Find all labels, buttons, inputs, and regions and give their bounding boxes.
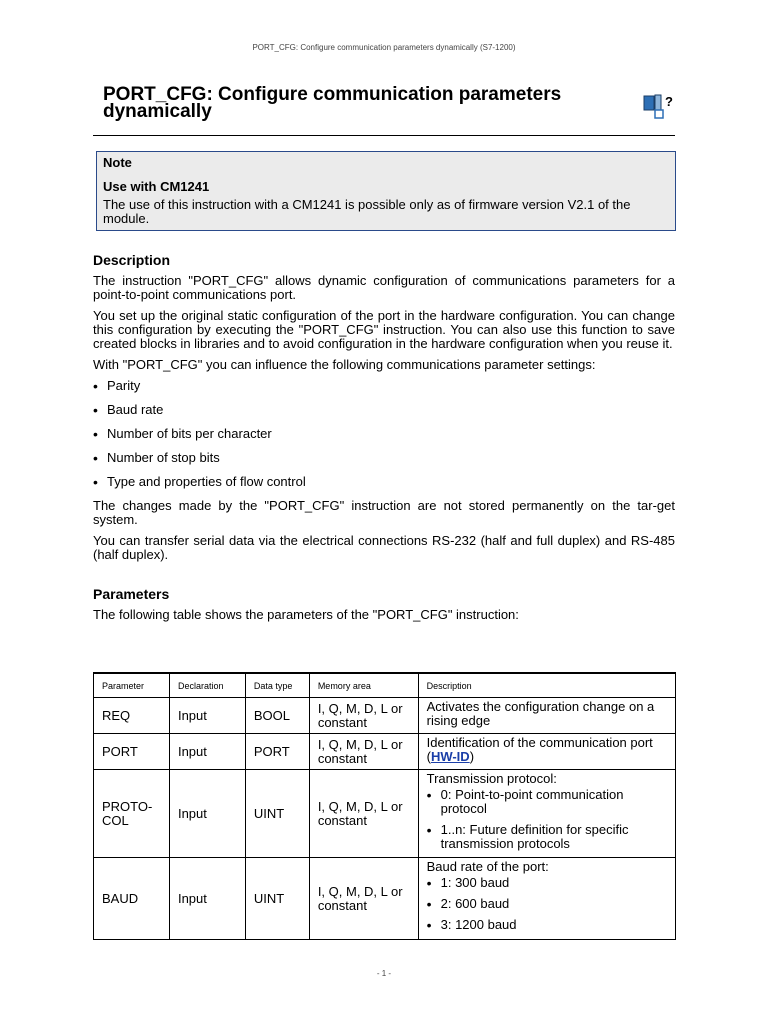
desc-list <box>427 876 667 932</box>
list-item: • 1: 300 baud <box>427 876 667 890</box>
param-description <box>418 858 675 940</box>
table-row <box>94 698 676 734</box>
param-datatype: UINT <box>245 770 309 858</box>
param-declaration: Input <box>169 770 245 858</box>
param-declaration: Input <box>169 858 245 940</box>
param-description <box>418 770 675 858</box>
desc-text: Baud rate of the port: <box>426 859 549 874</box>
description-paragraph: The changes made by the "PORT_CFG" instruction are not stored permanently on the tar-get system. <box>93 498 675 527</box>
list-item: • 0: Point-to-point communication protocol <box>427 788 667 816</box>
page-title-block <box>103 86 643 120</box>
description-heading: Description <box>93 252 171 268</box>
note-text: The use of this instruction with a CM1241 is possible only as of firmware version V2.1 of the module. <box>103 197 631 226</box>
list-item: • 3: 1200 baud <box>427 918 667 932</box>
param-name: PROTO-COL <box>94 770 170 858</box>
param-memory-area: I, Q, M, D, L or constant <box>309 770 418 858</box>
desc-text: ) <box>469 749 475 764</box>
param-datatype: UINT <box>245 858 309 940</box>
table-row <box>94 770 676 858</box>
hw-id-link[interactable]: HW-ID <box>430 749 470 764</box>
list-item: • 1..n: Future definition for specific transmission protocols <box>427 823 667 851</box>
desc-text: Identification of the communication port ( <box>426 735 653 764</box>
column-header: Data type <box>245 673 309 698</box>
title-divider <box>93 135 675 136</box>
list-item: • Type and properties of flow control <box>93 475 675 489</box>
param-datatype: BOOL <box>245 698 309 734</box>
param-datatype: PORT <box>245 734 309 770</box>
list-item: • Number of stop bits <box>93 451 675 465</box>
description-paragraph: The instruction "PORT_CFG" allows dynamic configuration of communications parameters for a point-to-point communications port. <box>93 273 675 302</box>
note-subtitle: Use with CM1241 <box>103 179 210 194</box>
param-declaration: Input <box>169 734 245 770</box>
settings-list <box>93 379 675 489</box>
table-row <box>94 734 676 770</box>
param-memory-area: I, Q, M, D, L or constant <box>309 698 418 734</box>
column-header: Memory area <box>309 673 418 698</box>
param-memory-area: I, Q, M, D, L or constant <box>309 858 418 940</box>
svg-text:?: ? <box>665 94 673 109</box>
list-item: • Parity <box>93 379 675 393</box>
list-item: • Number of bits per character <box>93 427 675 441</box>
param-name: BAUD <box>94 858 170 940</box>
page-number: - 1 - <box>376 969 392 978</box>
param-memory-area: I, Q, M, D, L or constant <box>309 734 418 770</box>
param-description <box>418 734 675 770</box>
column-header: Description <box>418 673 675 698</box>
running-header: PORT_CFG: Configure communication parameters dynamically (S7-1200) <box>252 43 516 52</box>
parameters-table <box>93 672 676 940</box>
list-item: • 2: 600 baud <box>427 897 667 911</box>
desc-list <box>427 788 667 851</box>
note-title: Note <box>103 155 132 170</box>
table-header-row <box>94 673 676 698</box>
column-header: Parameter <box>94 673 170 698</box>
column-header: Declaration <box>169 673 245 698</box>
param-description: Activates the configuration change on a rising edge <box>418 698 675 734</box>
param-declaration: Input <box>169 698 245 734</box>
page-title: PORT_CFG: Configure communication parameters dynamically <box>103 84 562 122</box>
parameters-heading: Parameters <box>93 586 170 602</box>
help-book-icon[interactable] <box>643 92 673 120</box>
desc-text: Transmission protocol: <box>426 771 557 786</box>
table-row <box>94 858 676 940</box>
list-item: • Baud rate <box>93 403 675 417</box>
main-content <box>93 252 675 629</box>
description-paragraph: With "PORT_CFG" you can influence the following communications parameter settings: <box>93 357 596 372</box>
description-paragraph: You can transfer serial data via the electrical connections RS-232 (half and full duplex) and RS-485 (half duplex). <box>93 533 675 562</box>
description-paragraph: You set up the original static configuration of the port in the hardware configuration. You can change this configuration by executing the "PORT_CFG" instruction. You can also use this function to save created blocks in libraries and to avoid configuration in the hardware configuration when you reuse it. <box>93 308 675 351</box>
param-name: REQ <box>94 698 170 734</box>
parameters-intro: The following table shows the parameters of the "PORT_CFG" instruction: <box>93 607 519 622</box>
note-box <box>96 151 676 231</box>
param-name: PORT <box>94 734 170 770</box>
